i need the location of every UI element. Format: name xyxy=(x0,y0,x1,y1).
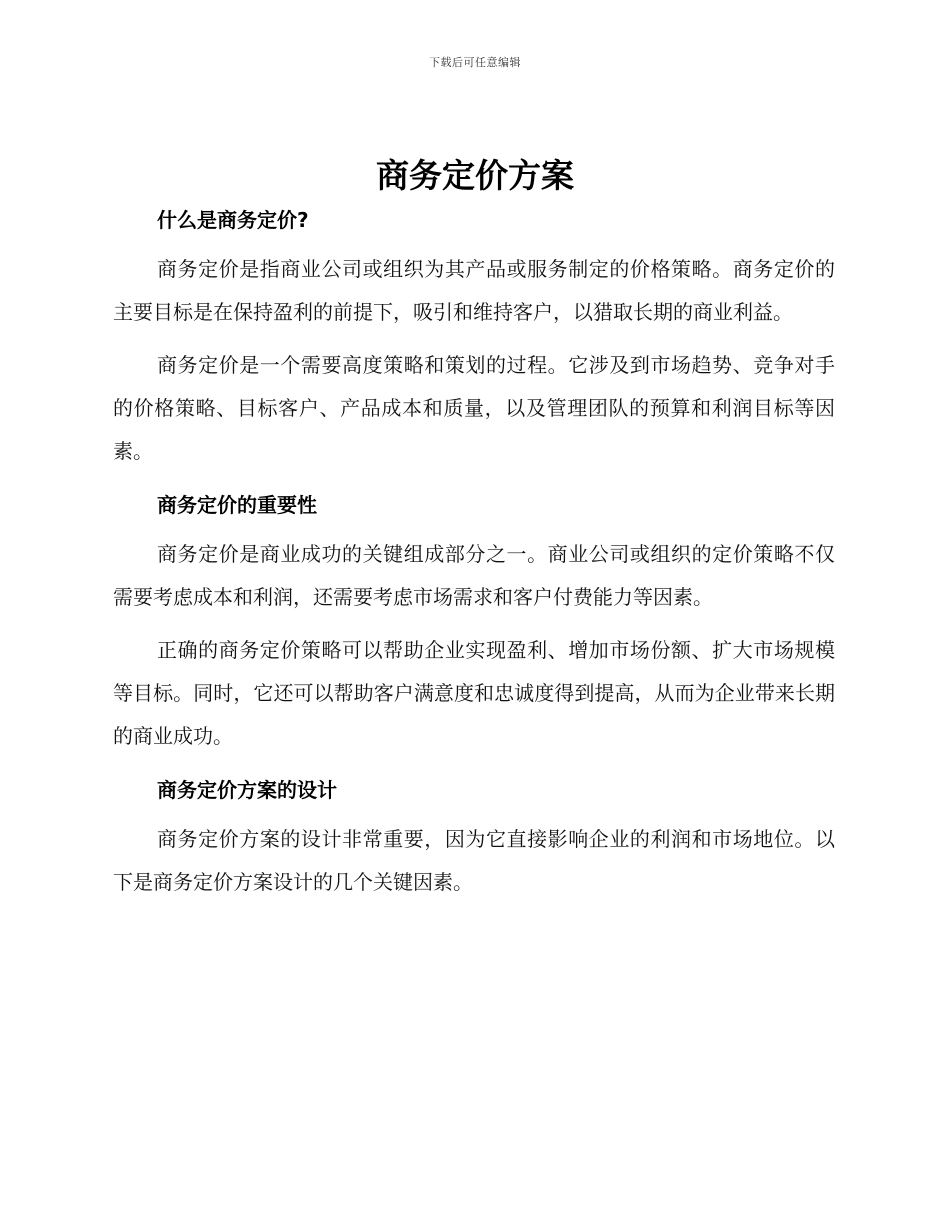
section-heading: 商务定价方案的设计 xyxy=(157,778,337,802)
section-pricing-importance xyxy=(113,483,835,758)
section-heading: 什么是商务定价? xyxy=(157,208,309,232)
section-heading: 商务定价的重要性 xyxy=(157,493,317,517)
paragraph: 商务定价方案的设计非常重要，因为它直接影响企业的利润和市场地位。以下是商务定价方案设计的几个关键因素。 xyxy=(113,827,835,894)
page-header-note: 下载后可任意编辑 xyxy=(429,56,521,69)
paragraph: 正确的商务定价策略可以帮助企业实现盈利、增加市场份额、扩大市场规模等目标。同时，它还可以帮助客户满意度和忠诚度得到提高，从而为企业带来长期的商业成功。 xyxy=(113,638,835,748)
document-title: 商务定价方案 xyxy=(376,156,574,195)
paragraph: 商务定价是一个需要高度策略和策划的过程。它涉及到市场趋势、竞争对手的价格策略、目标客户、产品成本和质量，以及管理团队的预算和利润目标等因素。 xyxy=(113,353,835,463)
document-body xyxy=(113,198,835,914)
section-pricing-design xyxy=(113,768,835,904)
section-what-is-pricing xyxy=(113,198,835,473)
paragraph: 商务定价是指商业公司或组织为其产品或服务制定的价格策略。商务定价的主要目标是在保持盈利的前提下，吸引和维持客户，以猎取长期的商业利益。 xyxy=(113,257,835,324)
paragraph: 商务定价是商业成功的关键组成部分之一。商业公司或组织的定价策略不仅需要考虑成本和利润，还需要考虑市场需求和客户付费能力等因素。 xyxy=(113,542,835,609)
